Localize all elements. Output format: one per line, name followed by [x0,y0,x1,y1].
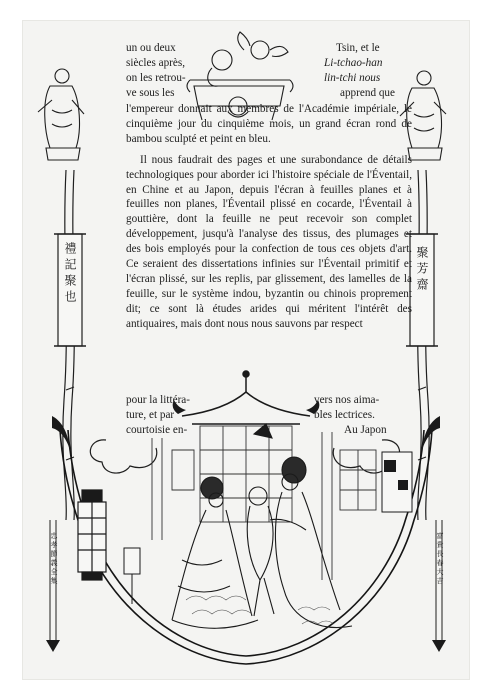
head-right-3: lin-tchi nous [324,72,381,84]
head-left-4: ve sous les [126,87,175,99]
tail-left-1: pour la littéra- [126,394,190,406]
head-left-3: on les retrou- [126,72,186,84]
head-right-1: Tsin, et le [336,42,380,54]
paragraph-1-rest: l'empereur donnait aux membres de l'Académie impériale, le cinquième jour du cinquième mois, un grand écran rond de bambou sculpté et peint en bleu. [126,103,412,145]
left-column-inscription: 忠孝節義全集 [50,532,58,586]
tail-right-3: Au Japon [344,424,387,436]
head-right-4: apprend que [340,87,395,99]
tail-right-2: bles lectrices. [314,409,375,421]
head-right-2: Li-tchao-han [324,57,383,69]
tail-right-1: vers nos aima- [314,394,380,406]
head-left-1: un ou deux [126,42,176,54]
head-left-2: siècles après, [126,57,186,69]
right-column-inscription: 富貴長春大吉 [436,532,444,586]
right-banner-inscription: 聚芳齋 [415,246,429,294]
main-text [126,102,412,332]
left-banner-inscription: 禮記聚也 [63,242,77,306]
tail-left-2: ture, et par [126,409,175,421]
tail-left-3: courtoisie en- [126,424,188,436]
paragraph-2: Il nous faudrait des pages et une surabondance de détails technologiques pour aborder ici l'histoire spéciale de l'Éventail, en Chine et au Japon, depuis l'écran à feuilles planes et à feuilles non planes, l'Éventail plissé en cocarde, l'Éventail à gouttière, dont la feuille ne peut recevoir son complet développement, jusqu'à l'analyse des tissus, des plumages et des bois employés pour la confection de tous ces objets d'art. Ce seraient des dissertations infinies sur l'Éventail primitif et l'écran plissé, sur les replis, par glissement, des lamelles de la feuille, sur le système indou, byzantin ou chinois proprement dit; ce sont là études arides qui méritent l'intérêt des antiquaires, mais dont nous nous sauvons par respect [126,153,412,330]
book-page [22,20,470,680]
